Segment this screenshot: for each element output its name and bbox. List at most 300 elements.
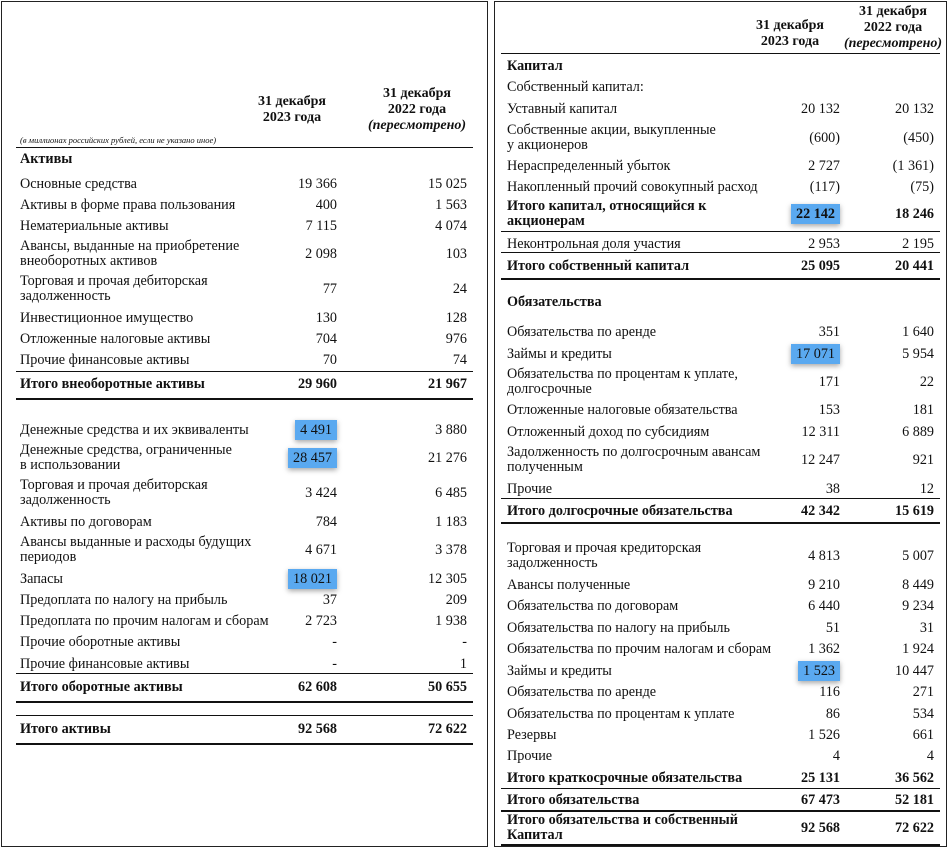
header-2022-restated: (пересмотрено) [843, 36, 943, 51]
value-2023 [305, 614, 337, 629]
value-2023-text: 12 247 [800, 452, 840, 468]
value-2022-text: 5 954 [902, 346, 934, 362]
value-2023-text: (600) [809, 130, 840, 146]
value-2023 [323, 353, 337, 368]
value-2023 [819, 375, 840, 390]
value-2022 [920, 482, 934, 497]
value-2022-text: 10 447 [894, 663, 934, 679]
header-2023-line1: 31 декабря [257, 94, 326, 109]
value-2023-text: 2 098 [305, 246, 337, 262]
value-2022-text: 72 622 [427, 721, 467, 737]
row-label [20, 443, 232, 473]
value-2022-text: 1 938 [435, 613, 467, 629]
header-2023-line2: 2023 года [760, 34, 820, 49]
value-2023-text: 2 953 [808, 236, 840, 252]
value-2022-text: 8 449 [902, 577, 934, 593]
value-2023-text: 37 [322, 592, 337, 608]
equity-subtitle-text: Собственный капитал: [507, 79, 644, 95]
value-2022 [913, 403, 934, 418]
value-2023-text: 67 473 [800, 792, 840, 808]
row-divider [16, 371, 473, 372]
value-2023-text: 4 491 [295, 420, 337, 440]
value-2023-text: 7 115 [305, 218, 337, 234]
value-2022 [902, 578, 934, 593]
row-divider [501, 844, 940, 846]
row-label [20, 657, 189, 672]
value-2022 [428, 177, 467, 192]
header-2022 [362, 86, 472, 134]
value-2023-text: 4 [832, 748, 840, 764]
row-label-line: Итого краткосрочные обязательства [507, 770, 743, 786]
row-divider [501, 231, 940, 232]
row-label-line: Резервы [507, 727, 557, 743]
value-2022 [902, 642, 934, 657]
value-2023 [332, 657, 337, 672]
row-label [20, 478, 208, 508]
row-label-line: Обязательства по процентам к уплате, [507, 366, 738, 382]
row-label [507, 325, 656, 340]
value-2023 [332, 635, 337, 650]
row-label [507, 578, 630, 593]
value-2022 [902, 237, 934, 252]
value-2023 [819, 403, 840, 418]
value-2022 [895, 504, 934, 519]
row-label [507, 347, 612, 362]
row-divider [16, 743, 473, 745]
row-divider [16, 398, 473, 400]
value-2023-text: 2 723 [305, 613, 337, 629]
value-2023 [801, 453, 840, 468]
value-2022 [428, 722, 467, 737]
row-label [20, 423, 249, 438]
value-2023-text: 38 [825, 481, 840, 497]
row-label [507, 813, 738, 843]
value-2023 [808, 578, 840, 593]
value-2023 [305, 247, 337, 262]
row-label [507, 642, 771, 657]
row-label [507, 749, 552, 764]
row-divider [501, 278, 940, 280]
value-2023 [323, 282, 337, 297]
header-divider [501, 53, 940, 54]
row-label-line: в использовании [20, 457, 121, 473]
value-2023 [801, 504, 840, 519]
value-2023-text: 1 362 [808, 641, 840, 657]
row-label [507, 237, 681, 252]
value-2022 [920, 621, 934, 636]
value-2023 [826, 707, 840, 722]
row-label-line: Активы в форме права пользования [20, 197, 236, 213]
value-2022 [910, 180, 934, 195]
value-2022 [895, 207, 934, 222]
row-label-line: Итого оборотные активы [20, 679, 183, 695]
row-label [507, 102, 617, 117]
value-2022-text: 72 622 [894, 820, 934, 836]
value-2022-text: 2 195 [902, 236, 934, 252]
value-2022-text: 9 234 [902, 598, 934, 614]
value-2022-text: 20 441 [894, 258, 934, 274]
row-divider [501, 252, 940, 253]
value-2023-text: 92 568 [297, 721, 337, 737]
value-2023-text: - [332, 656, 337, 672]
value-2023 [298, 377, 337, 392]
row-label-line: Обязательства по прочим налогам и сборам [507, 641, 772, 657]
value-2023-text: 20 132 [800, 101, 840, 117]
row-label [507, 403, 738, 418]
row-label-line: Собственные акции, выкупленные [507, 122, 716, 138]
row-label-line: Займы и кредиты [507, 346, 612, 362]
value-2022 [460, 657, 467, 672]
value-2022 [920, 375, 934, 390]
value-2022 [902, 325, 934, 340]
value-2022-text: - [462, 634, 467, 650]
liabilities-title: Обязательства [507, 294, 602, 310]
value-2023-text: 77 [322, 281, 337, 297]
value-2022-text: 24 [452, 281, 467, 297]
row-label-line: Авансы полученные [507, 577, 631, 593]
value-2022-text: 976 [445, 331, 467, 347]
row-label-line: Обязательства по аренде [507, 324, 657, 340]
value-2023 [288, 451, 337, 466]
value-2022-text: 74 [452, 352, 467, 368]
value-2023-text: 2 727 [808, 158, 840, 174]
value-2022-text: 3 378 [435, 542, 467, 558]
value-2022 [902, 425, 934, 440]
value-2023 [802, 425, 841, 440]
row-label-line: Предоплата по налогу на прибыль [20, 592, 228, 608]
row-label-line: долгосрочные [507, 381, 592, 397]
row-label-line: Инвестиционное имущество [20, 310, 194, 326]
row-label [507, 621, 730, 636]
row-label-line: Итого обязательства [507, 792, 640, 808]
row-label-line: Торговая и прочая дебиторская [20, 273, 208, 289]
row-label-line: Денежные средства, ограниченные [20, 442, 232, 458]
value-2023-text: 51 [825, 620, 840, 636]
row-label [20, 239, 239, 269]
value-2023 [798, 664, 840, 679]
value-2023-text: 29 960 [297, 376, 337, 392]
row-label-line: Денежные средства и их эквиваленты [20, 422, 249, 438]
row-label-line: Итого капитал, относящийся к [507, 198, 707, 214]
value-2023 [801, 259, 840, 274]
row-label [20, 593, 227, 608]
row-label [20, 311, 193, 326]
row-label [20, 274, 208, 304]
value-2022-text: 1 640 [902, 324, 934, 340]
value-2022-text: 18 246 [894, 206, 934, 222]
row-label-line: Основные средства [20, 176, 137, 192]
row-label [507, 504, 733, 519]
value-2023 [316, 311, 337, 326]
value-2023 [288, 572, 337, 587]
value-2022-text: 1 924 [902, 641, 934, 657]
value-2023 [801, 821, 840, 836]
row-label [20, 722, 111, 737]
value-2023-text: 130 [315, 310, 337, 326]
row-label-line: Задолженность по долгосрочным авансам [507, 444, 761, 460]
value-2022 [895, 771, 934, 786]
row-label-line: Обязательства по налогу на прибыль [507, 620, 730, 636]
value-2022 [435, 486, 467, 501]
row-label [20, 515, 152, 530]
value-2023-text: 4 671 [305, 542, 337, 558]
value-2022-text: (450) [903, 130, 934, 146]
row-label-line: Прочие финансовые активы [20, 656, 190, 672]
row-label [507, 159, 670, 174]
row-label [20, 635, 180, 650]
header-2023 [745, 18, 835, 50]
row-label-line: Уставный капитал [507, 101, 618, 117]
value-2023-text: 70 [322, 352, 337, 368]
row-label-line: Итого активы [20, 721, 111, 737]
unit-note: (в миллионах российских рублей, если не указано иное) [20, 135, 217, 145]
row-label [20, 198, 235, 213]
value-2023-text: 6 440 [808, 598, 840, 614]
value-2023-text: 3 424 [305, 485, 337, 501]
row-label [20, 177, 137, 192]
value-2023-text: 704 [315, 331, 337, 347]
capital-title: Капитал [507, 58, 563, 74]
row-label-line: задолженность [507, 555, 598, 571]
row-label [20, 614, 269, 629]
row-divider [16, 715, 473, 716]
header-2022-line2: 2022 года [387, 102, 447, 117]
row-label-line: Прочие финансовые активы [20, 352, 190, 368]
value-2023-text: 116 [819, 684, 840, 700]
value-2022 [895, 259, 934, 274]
value-2022-text: 209 [445, 592, 467, 608]
value-2023-text: 153 [818, 402, 840, 418]
value-2022-text: 3 880 [435, 422, 467, 438]
value-2022 [446, 593, 467, 608]
row-label [507, 199, 706, 229]
row-label-line: Авансы, выданные на приобретение [20, 238, 240, 254]
value-2023 [305, 543, 337, 558]
value-2022-text: 31 [919, 620, 934, 636]
value-2022-text: (1 361) [892, 158, 934, 174]
value-2022-text: 50 655 [427, 679, 467, 695]
row-label [507, 685, 656, 700]
value-2022 [913, 685, 934, 700]
row-label [507, 259, 689, 274]
row-label-line: Займы и кредиты [507, 663, 612, 679]
value-2022 [446, 247, 467, 262]
row-label-line: Обязательства по аренде [507, 684, 657, 700]
row-label-line: Прочие [507, 748, 553, 764]
value-2023-text: 42 342 [800, 503, 840, 519]
row-label-line: Отложенные налоговые обязательства [507, 402, 738, 418]
value-2022 [428, 377, 467, 392]
row-label [507, 707, 734, 722]
row-label-line: Итого собственный капитал [507, 258, 690, 274]
row-divider [501, 788, 940, 789]
value-2022-text: 12 [919, 481, 934, 497]
value-2023-text: 400 [315, 197, 337, 213]
row-label [507, 664, 612, 679]
row-label-line: периодов [20, 549, 77, 565]
row-divider [501, 498, 940, 499]
row-divider [16, 701, 473, 703]
header-2023-line1: 31 декабря [755, 18, 824, 33]
value-2022 [902, 549, 934, 564]
value-2022-text: (75) [910, 179, 934, 195]
header-2023 [247, 94, 337, 126]
row-label [507, 123, 716, 153]
value-2022 [435, 198, 467, 213]
value-2022-text: 181 [912, 402, 934, 418]
value-2022-text: 15 619 [894, 503, 934, 519]
header-2022-restated: (пересмотрено) [367, 118, 467, 133]
value-2023-text: 4 813 [808, 548, 840, 564]
row-label-line: Предоплата по прочим налогам и сборам [20, 613, 269, 629]
value-2022-text: 534 [912, 706, 934, 722]
value-2022-text: 36 562 [894, 770, 934, 786]
value-2022 [895, 102, 934, 117]
row-label-line: Торговая и прочая дебиторская [20, 477, 208, 493]
value-2022-text: 128 [445, 310, 467, 326]
value-2023 [316, 515, 337, 530]
value-2022 [913, 728, 934, 743]
row-label-line: Нераспределенный убыток [507, 158, 671, 174]
value-2022-text: 6 889 [902, 424, 934, 440]
row-label-line: Запасы [20, 571, 63, 587]
row-label-line: Прочие оборотные активы [20, 634, 181, 650]
value-2023-text: 92 568 [800, 820, 840, 836]
row-label [507, 599, 678, 614]
value-2023 [826, 482, 840, 497]
value-2022 [428, 451, 467, 466]
value-2022 [902, 347, 934, 362]
value-2022 [435, 515, 467, 530]
value-2022 [895, 793, 934, 808]
row-label [507, 482, 552, 497]
value-2023-text: 28 457 [288, 448, 337, 468]
value-2023-text: - [332, 634, 337, 650]
value-2023 [801, 793, 840, 808]
value-2023-text: 171 [818, 374, 840, 390]
value-2022-text: 921 [912, 452, 934, 468]
value-2022 [895, 664, 934, 679]
value-2023-text: 12 311 [801, 424, 840, 440]
row-label [20, 377, 205, 392]
value-2023 [316, 198, 337, 213]
value-2022 [895, 821, 934, 836]
value-2022 [446, 332, 467, 347]
value-2022-text: 22 [919, 374, 934, 390]
value-2022 [435, 423, 467, 438]
value-2023-text: 9 210 [808, 577, 840, 593]
value-2023-text: 18 021 [288, 569, 337, 589]
row-label-line: задолженность [20, 492, 111, 508]
row-divider [16, 673, 473, 674]
row-label-line: у акционеров [507, 137, 588, 153]
value-2022 [453, 282, 467, 297]
value-2023 [305, 486, 337, 501]
value-2023 [298, 177, 337, 192]
value-2023 [306, 219, 337, 234]
row-label [507, 367, 738, 397]
value-2022-text: 21 967 [427, 376, 467, 392]
header-2022 [838, 4, 948, 52]
assets-title: Активы [20, 151, 73, 167]
row-label [507, 541, 701, 571]
value-2022-text: 15 025 [427, 176, 467, 192]
header-2023-line2: 2023 года [262, 110, 322, 125]
value-2023 [808, 549, 840, 564]
value-2023 [808, 159, 840, 174]
value-2023 [791, 347, 840, 362]
value-2023-text: 17 071 [791, 344, 840, 364]
row-label [20, 332, 210, 347]
value-2023-text: (117) [809, 179, 840, 195]
value-2022-text: 20 132 [894, 101, 934, 117]
value-2023 [801, 771, 840, 786]
value-2022 [903, 131, 934, 146]
row-label-line: Неконтрольная доля участия [507, 236, 681, 252]
value-2023 [316, 332, 337, 347]
value-2023 [295, 423, 337, 438]
value-2023-text: 25 095 [800, 258, 840, 274]
value-2023 [809, 131, 840, 146]
value-2023 [808, 237, 840, 252]
row-label-line: Торговая и прочая кредиторская [507, 540, 702, 556]
header-divider [16, 147, 473, 148]
assets-panel [1, 1, 488, 847]
value-2022-text: 103 [445, 246, 467, 262]
value-2022-text: 12 305 [427, 571, 467, 587]
row-label-line: Отложенные налоговые активы [20, 331, 211, 347]
value-2022 [428, 572, 467, 587]
row-label [507, 793, 639, 808]
row-label [507, 180, 758, 195]
value-2022 [435, 614, 467, 629]
row-divider [501, 810, 940, 812]
value-2022 [893, 159, 934, 174]
value-2023 [298, 680, 337, 695]
row-label-line: Итого долгосрочные обязательства [507, 503, 733, 519]
value-2022 [462, 635, 467, 650]
row-label [20, 680, 183, 695]
value-2022 [428, 680, 467, 695]
value-2022 [435, 219, 467, 234]
value-2023-text: 22 142 [791, 204, 840, 224]
row-label-line: Накопленный прочий совокупный расход [507, 179, 758, 195]
value-2022 [453, 353, 467, 368]
value-2022-text: 1 [459, 656, 467, 672]
header-2022-line1: 31 декабря [382, 86, 451, 101]
value-2023 [826, 621, 840, 636]
value-2022-text: 1 183 [435, 514, 467, 530]
value-2023 [808, 728, 840, 743]
value-2023-text: 62 608 [297, 679, 337, 695]
row-label-line: Итого внеоборотные активы [20, 376, 205, 392]
value-2023-text: 351 [818, 324, 840, 340]
value-2023 [298, 722, 337, 737]
value-2022 [446, 311, 467, 326]
row-label [507, 425, 709, 440]
value-2022 [913, 453, 934, 468]
row-label-line: внеоборотных активов [20, 253, 158, 269]
equity-liabilities-panel [494, 1, 947, 847]
row-label [20, 572, 63, 587]
value-2022-text: 5 007 [902, 548, 934, 564]
row-label-line: Капитал [507, 827, 563, 843]
value-2023 [801, 102, 840, 117]
value-2022-text: 271 [912, 684, 934, 700]
header-2022-line2: 2022 года [863, 20, 923, 35]
row-label-line: Нематериальные активы [20, 218, 169, 234]
row-label [20, 353, 189, 368]
